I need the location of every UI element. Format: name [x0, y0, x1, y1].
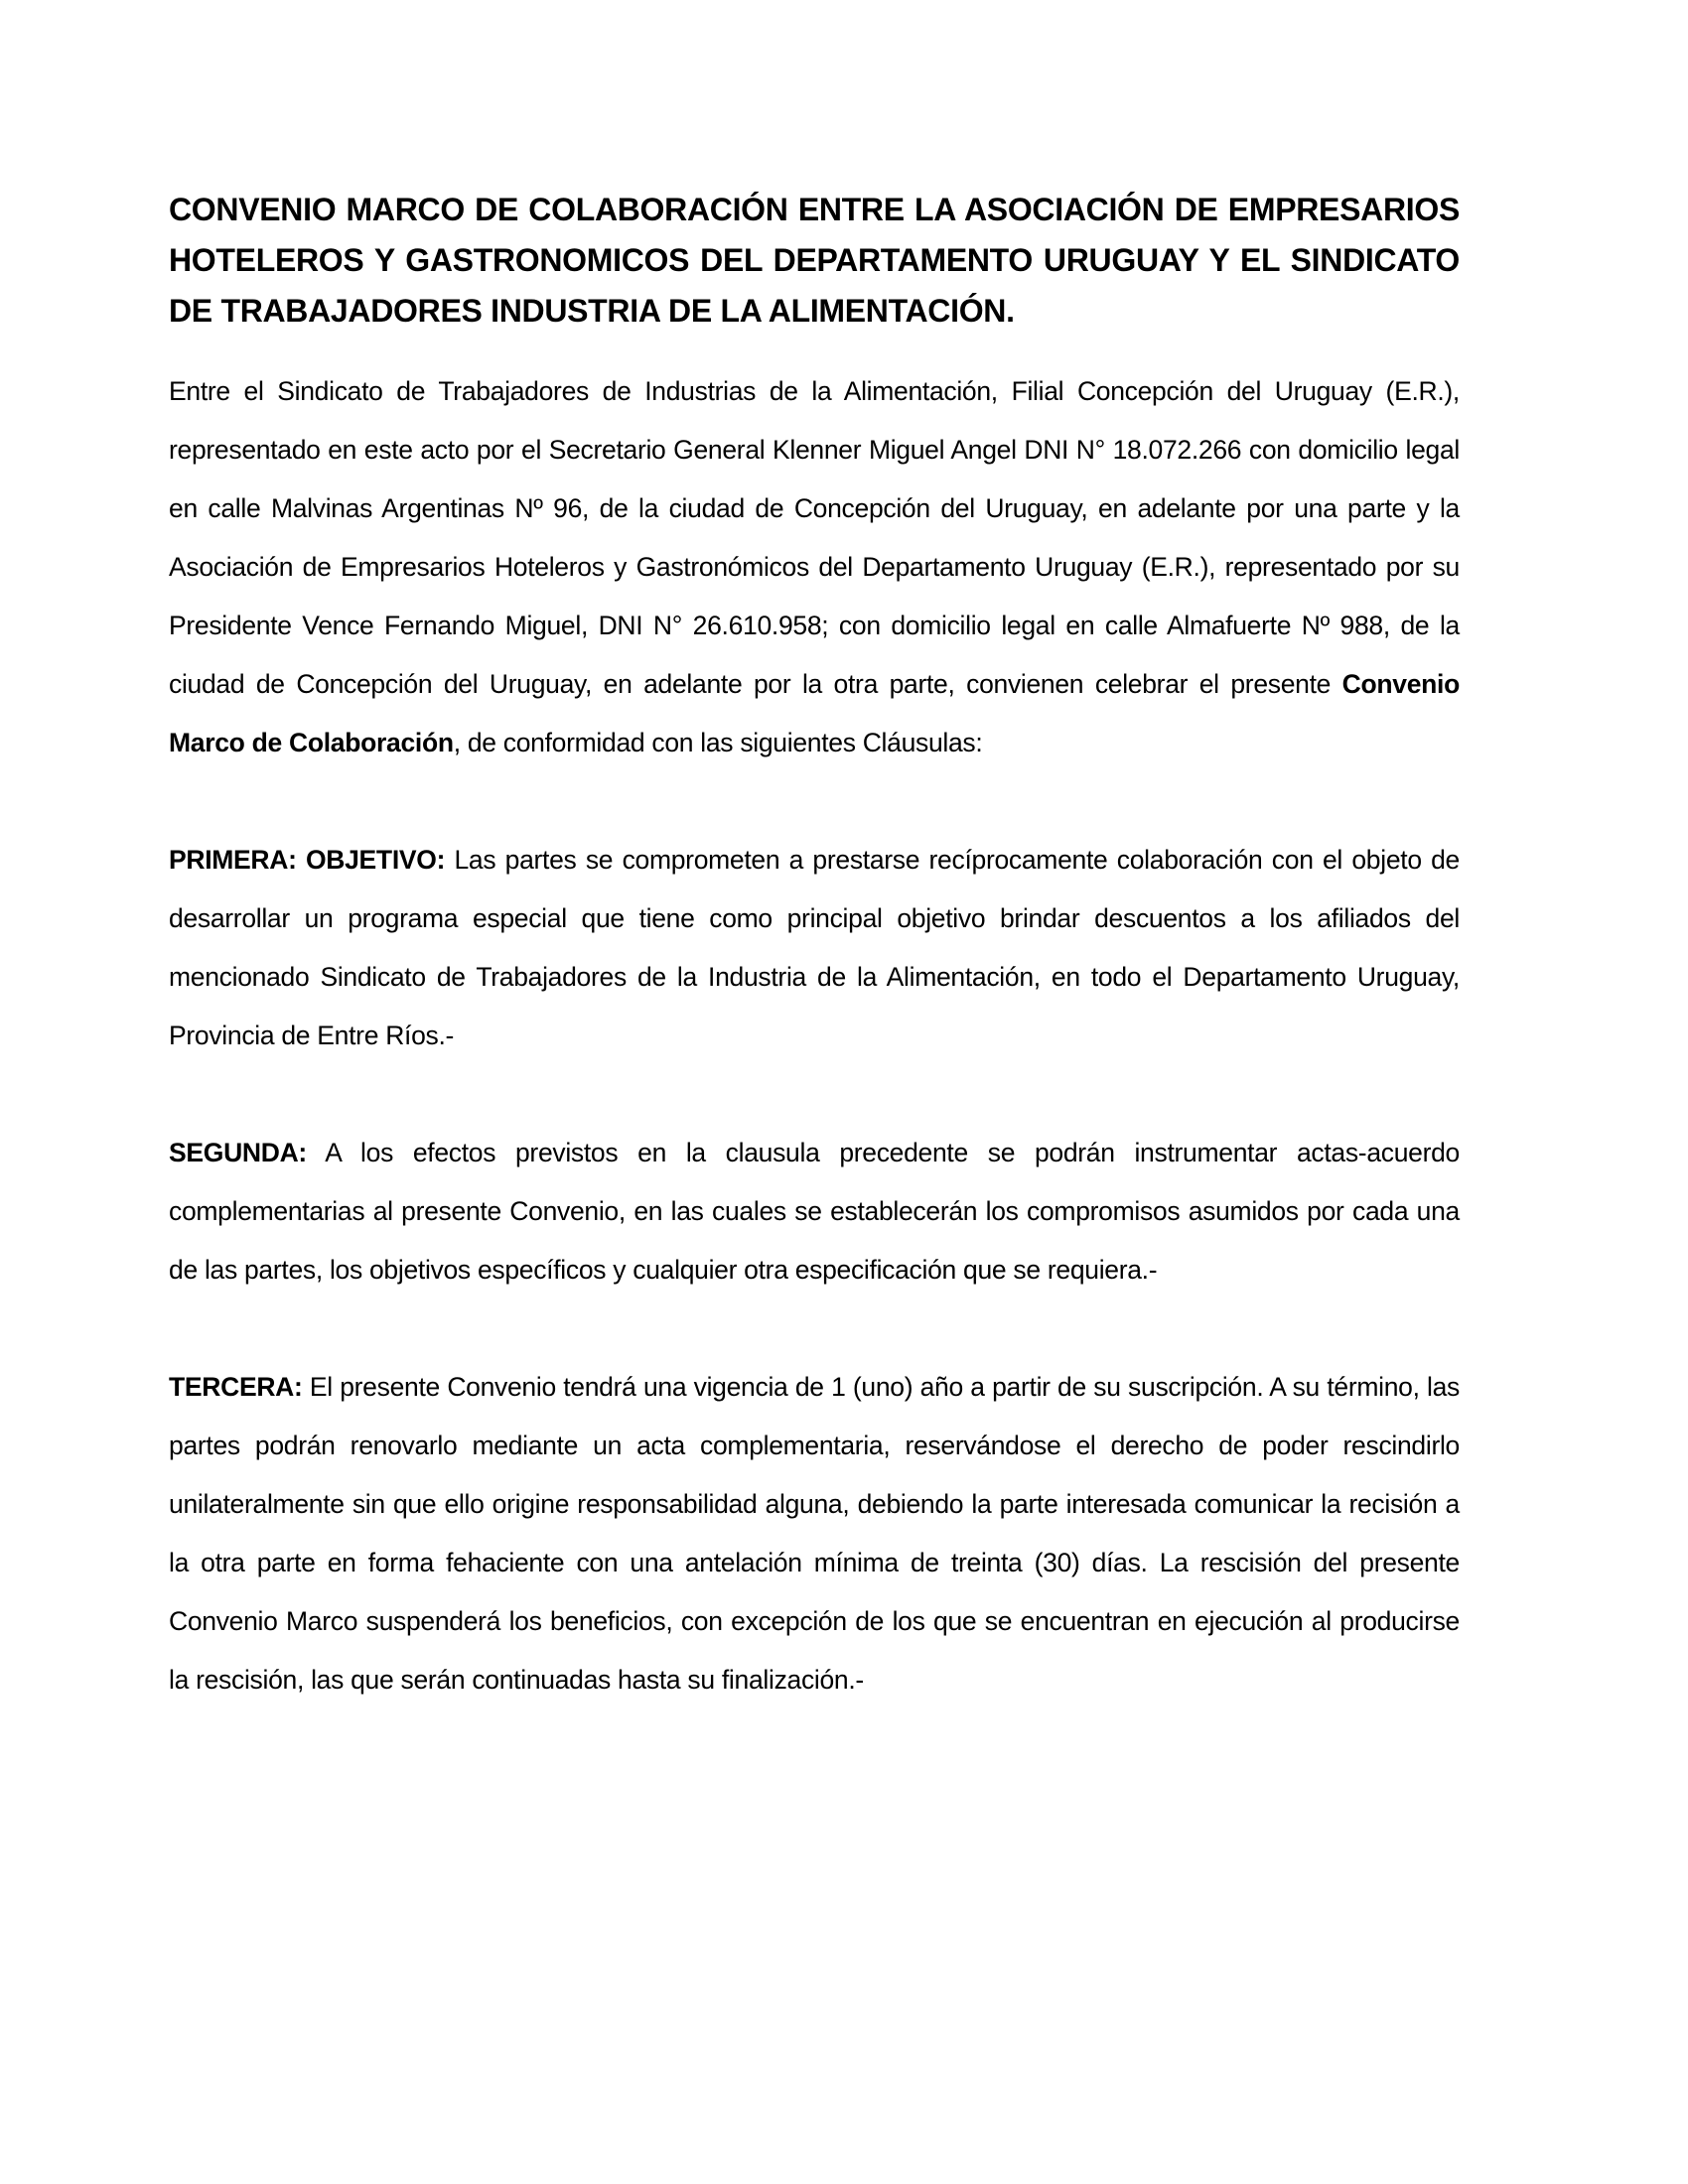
clausula-tercera-heading: TERCERA:	[169, 1372, 303, 1402]
clausula-primera-text: Las partes se comprometen a prestarse recíprocamente colaboración con el objeto de desarrollar un programa especial que tiene como principal objetivo brindar descuentos a los afiliados del mencionado Sindicato de Trabajadores de la Industria de la Alimentación, en todo el Departamento Uruguay, Provincia de Entre Ríos.-	[169, 845, 1460, 1050]
paragraph-clausula-tercera	[169, 1358, 1460, 1709]
clausula-primera-heading: PRIMERA: OBJETIVO:	[169, 845, 446, 875]
clausula-segunda-text: A los efectos previstos en la clausula precedente se podrán instrumentar actas-acuerdo complementarias al presente Convenio, en las cuales se establecerán los compromisos asumidos por cada una de las partes, los objetivos específicos y cualquier otra especificación que se requiera.-	[169, 1138, 1460, 1285]
paragraph-clausula-segunda	[169, 1124, 1460, 1299]
preamble-text-start: Entre el Sindicato de Trabajadores de Industrias de la Alimentación, Filial Concepción del Uruguay (E.R.), representado en este acto por el Secretario General Klenner Miguel Angel DNI N° 18.072.266 con domicilio legal en calle Malvinas Argentinas Nº 96, de la ciudad de Concepción del Uruguay, en adelante por una parte y la Asociación de Empresarios Hoteleros y Gastronómicos del Departamento Uruguay (E.R.), representado por su Presidente Vence Fernando Miguel, DNI N° 26.610.958; con domicilio legal en calle Almafuerte Nº 988, de la ciudad de Concepción del Uruguay, en adelante por la otra parte, convienen celebrar el presente	[169, 376, 1460, 699]
preamble-bold-convenio-marco: Convenio Marco de Colaboración	[169, 669, 1460, 757]
clausula-tercera-text: El presente Convenio tendrá una vigencia de 1 (uno) año a partir de su suscripción. A su término, las partes podrán renovarlo mediante un acta complementaria, reservándose el derecho de poder rescindirlo unilateralmente sin que ello origine responsabilidad alguna, debiendo la parte interesada comunicar la recisión a la otra parte en forma fehaciente con una antelación mínima de treinta (30) días. La rescisión del presente Convenio Marco suspenderá los beneficios, con excepción de los que se encuentran en ejecución al producirse la rescisión, las que serán continuadas hasta su finalización.-	[169, 1372, 1460, 1695]
document-title: CONVENIO MARCO DE COLABORACIÓN ENTRE LA ASOCIACIÓN DE EMPRESARIOS HOTELEROS Y GASTRONOMICOS DEL DEPARTAMENTO URUGUAY Y EL SINDICATO DE TRABAJADORES INDUSTRIA DE LA ALIMENTACIÓN.	[169, 192, 1460, 329]
preamble-text-end: , de conformidad con las siguientes Cláusulas:	[453, 728, 983, 757]
clausula-segunda-heading: SEGUNDA:	[169, 1138, 307, 1167]
document-content	[169, 185, 1460, 1709]
paragraph-preamble	[169, 362, 1460, 772]
paragraph-clausula-primera	[169, 831, 1460, 1065]
